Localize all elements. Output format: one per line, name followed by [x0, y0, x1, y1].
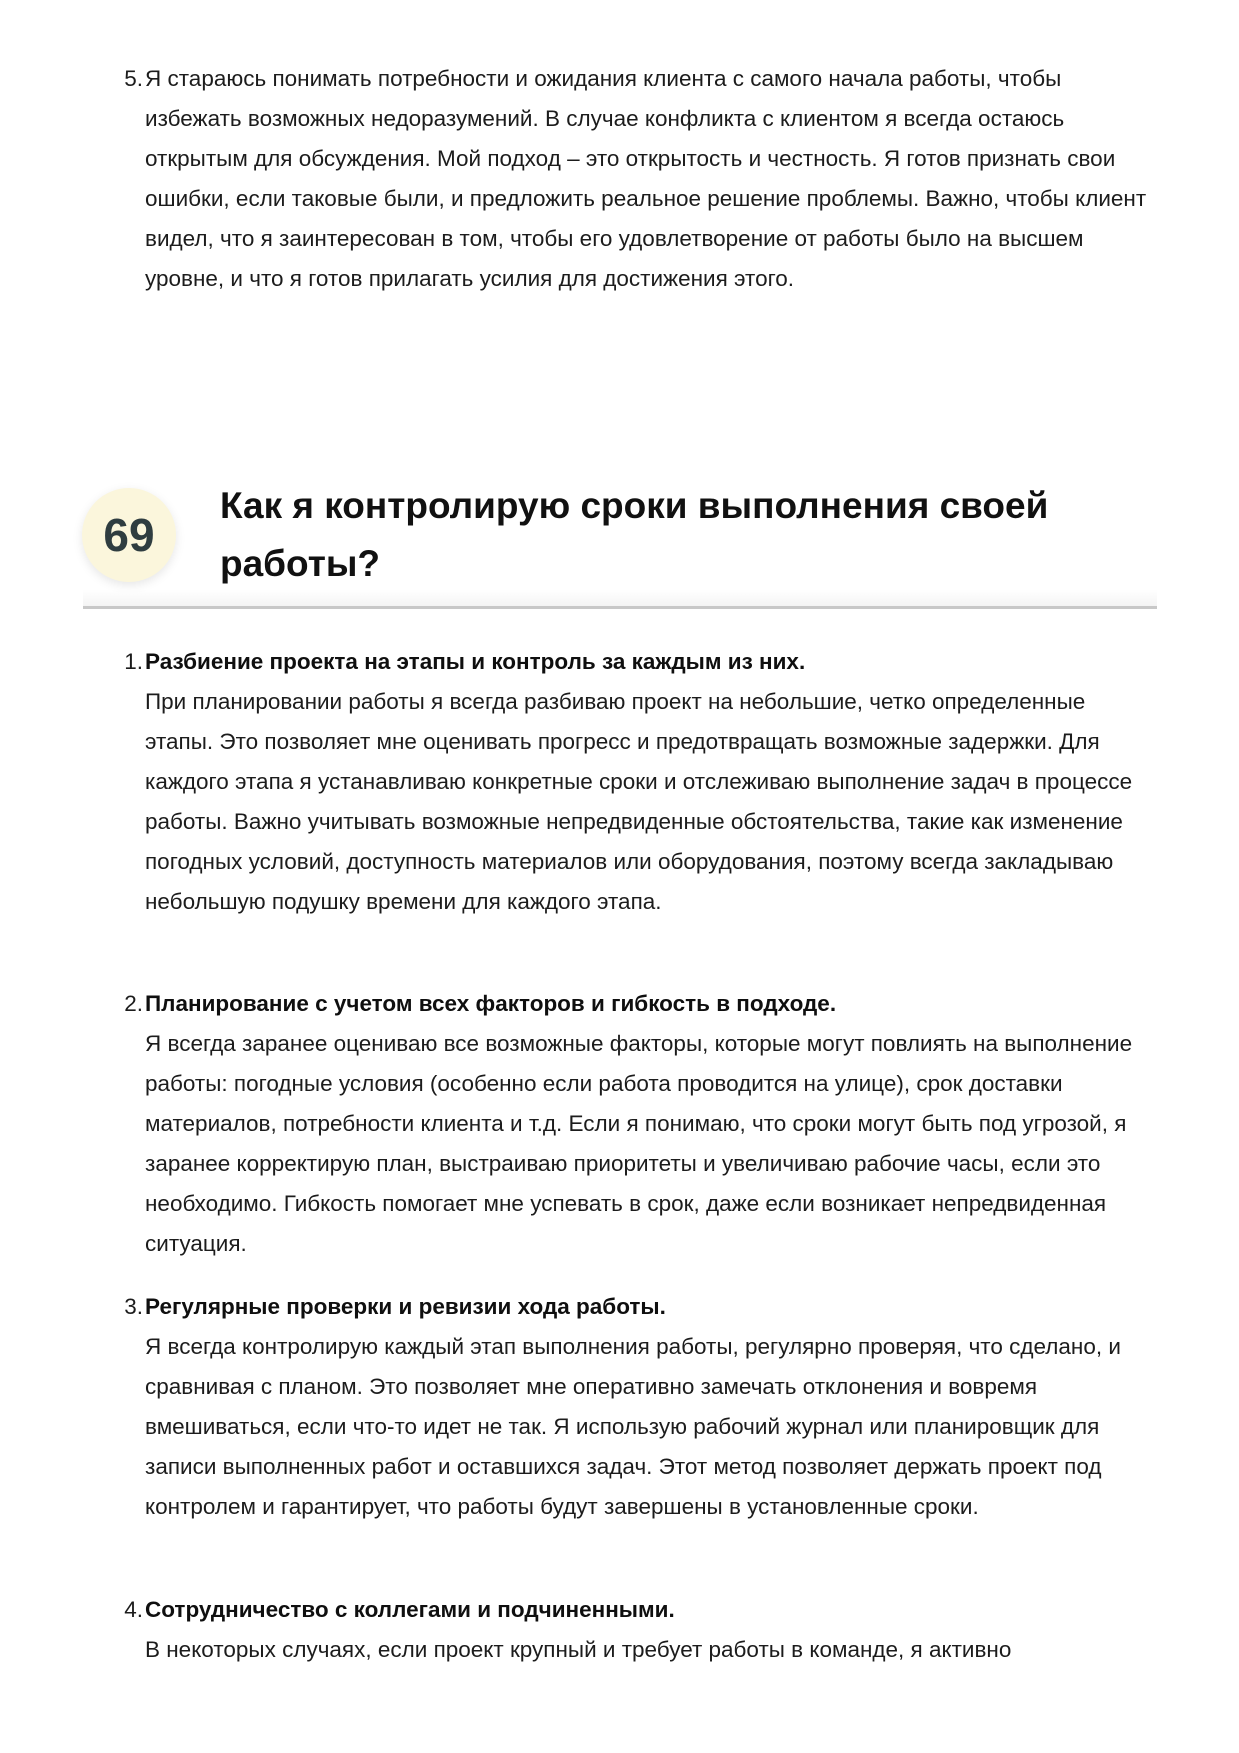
section-title: Как я контролирую сроки выполнения своей работы?: [220, 485, 1049, 584]
list-item-3: [124, 1287, 1155, 1527]
list-item-text: Я всегда заранее оцениваю все возможные факторы, которые могут повлиять на выполнение работы: погодные условия (особенно если работа проводится на улице), срок доставки материалов, потребности клиента и т.д. Если я понимаю, что сроки могут быть под угрозой, я заранее корректирую план, выстраиваю приоритеты и увеличиваю рабочие часы, если это необходимо. Гибкость помогает мне успевать в срок, даже если возникает непредвиденная ситуация.: [145, 1031, 1133, 1256]
list-item-number: 1.: [124, 649, 143, 674]
list-item-number: 2.: [124, 991, 143, 1016]
list-item-text: Я стараюсь понимать потребности и ожидания клиента с самого начала работы, чтобы избежать возможных недоразумений. В случае конфликта с клиентом я всегда остаюсь открытым для обсуждения. Мой подход – это открытость и честность. Я готов признать свои ошибки, если таковые были, и предложить реальное решение проблемы. Важно, чтобы клиент видел, что я заинтересован в том, чтобы его удовлетворение от работы было на высшем уровне, и что я готов прилагать усилия для достижения этого.: [145, 66, 1147, 291]
list-item-number: 5.: [124, 66, 143, 91]
list-item-1: [124, 642, 1155, 922]
list-item-4: [124, 1590, 1155, 1670]
list-item-2: [124, 984, 1155, 1264]
list-item-number: 3.: [124, 1294, 143, 1319]
section-number-badge: 69: [82, 488, 176, 582]
list-item-text: При планировании работы я всегда разбиваю проект на небольшие, четко определенные этапы. Это позволяет мне оценивать прогресс и предотвращать возможные задержки. Для каждого этапа я устанавливаю конкретные сроки и отслеживаю выполнение задач в процессе работы. Важно учитывать возможные непредвиденные обстоятельства, такие как изменение погодных условий, доступность материалов или оборудования, поэтому всегда закладываю небольшую подушку времени для каждого этапа.: [145, 689, 1133, 914]
list-item-number: 4.: [124, 1597, 143, 1622]
list-item-title: Разбиение проекта на этапы и контроль за каждым из них.: [145, 649, 806, 674]
list-item-title: Планирование с учетом всех факторов и гибкость в подходе.: [145, 991, 837, 1016]
list-item-text: В некоторых случаях, если проект крупный и требует работы в команде, я активно: [145, 1637, 1012, 1662]
list-item-text: Я всегда контролирую каждый этап выполнения работы, регулярно проверяя, что сделано, и сравнивая с планом. Это позволяет мне оперативно замечать отклонения и вовремя вмешиваться, если что-то идет не так. Я использую рабочий журнал или планировщик для записи выполненных работ и оставшихся задач. Этот метод позволяет держать проект под контролем и гарантирует, что работы будут завершены в установленные сроки.: [145, 1334, 1121, 1519]
list-item-5: [124, 59, 1155, 299]
list-item-title: Регулярные проверки и ревизии хода работы.: [145, 1294, 666, 1319]
list-item-title: Сотрудничество с коллегами и подчиненными.: [145, 1597, 675, 1622]
